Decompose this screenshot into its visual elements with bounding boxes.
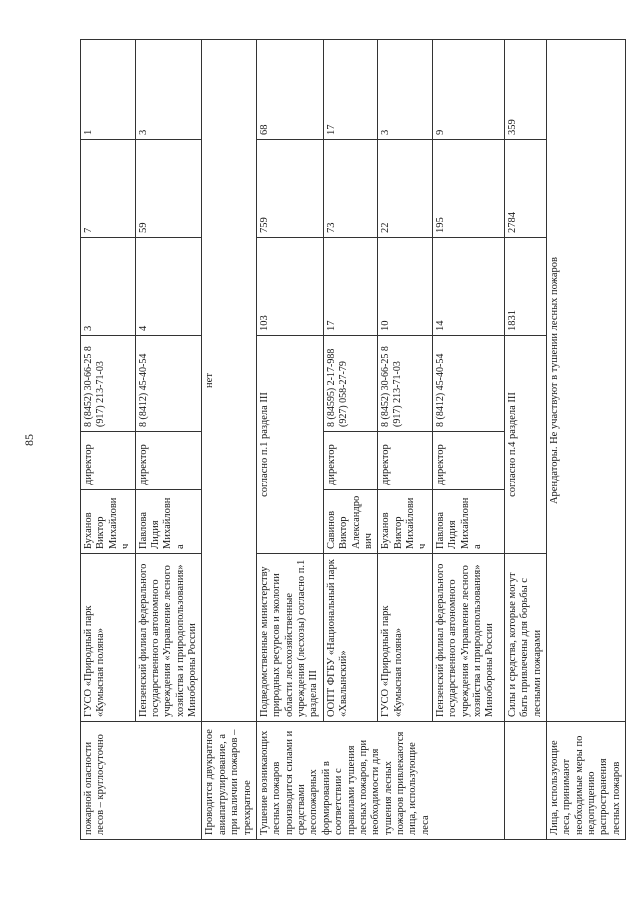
page-number: 85 bbox=[22, 434, 36, 446]
cell-merged: согласно п.1 раздела III bbox=[256, 336, 323, 554]
cell-person: Савинов Виктор Александрович bbox=[323, 490, 378, 554]
cell-value: 195 bbox=[432, 140, 504, 238]
cell-person: Павлова Лидия Михайловна bbox=[432, 490, 504, 554]
fire-forces-table bbox=[80, 39, 626, 840]
cell-merged: нет bbox=[202, 40, 257, 722]
cell-person: Павлова Лидия Михайловна bbox=[135, 490, 202, 554]
cell-person: Буханов Виктор Михайлович bbox=[378, 490, 433, 554]
cell-activity: Тушение возникающих лесных пожаров производится силами и средствами лесопожарных формирований в соответствии с правилами тушения лесных пожаров, при необходимости для тушения лесных пожаров привлекаются лица, использующие леса bbox=[256, 722, 504, 840]
cell-value: 103 bbox=[256, 238, 323, 336]
cell-value: 4 bbox=[135, 238, 202, 336]
table-row bbox=[504, 40, 546, 840]
cell-value: 3 bbox=[135, 40, 202, 140]
cell-activity: пожарной опасности лесов – круглосуточно bbox=[81, 722, 202, 840]
cell-phone: 8 (8452) 30-66-25 8 (917) 213-71-03 bbox=[378, 336, 433, 432]
cell-person: Буханов Виктор Михайлович bbox=[81, 490, 136, 554]
cell-activity: Лица, использующие леса, принимают необходимые меры по недопущению распространения лесных пожаров bbox=[546, 722, 625, 840]
cell-value: 3 bbox=[378, 40, 433, 140]
cell-value: 73 bbox=[323, 140, 378, 238]
table-row bbox=[546, 40, 625, 840]
cell-merged: согласно п.4 раздела III bbox=[504, 336, 546, 554]
table-row bbox=[81, 40, 136, 840]
cell-value: 22 bbox=[378, 140, 433, 238]
cell-value: 1 bbox=[81, 40, 136, 140]
table-row bbox=[256, 40, 323, 840]
cell-value: 2784 bbox=[504, 140, 546, 238]
cell-value: 68 bbox=[256, 40, 323, 140]
table-row bbox=[323, 40, 378, 840]
cell-position: директор bbox=[81, 432, 136, 490]
cell-phone: 8 (84595) 2-17-988 (927) 058-27-79 bbox=[323, 336, 378, 432]
cell-value: 1831 bbox=[504, 238, 546, 336]
cell-position: директор bbox=[378, 432, 433, 490]
cell-value: 759 bbox=[256, 140, 323, 238]
cell-position: директор bbox=[135, 432, 202, 490]
cell-organization: Пензенский филиал федерального государственного автономного учреждения «Управление лесного хозяйства и природопользования» Минобороны России bbox=[432, 554, 504, 722]
cell-organization: ООПТ ФГБУ «Национальный парк «Хвалынский» bbox=[323, 554, 378, 722]
table-row bbox=[432, 40, 504, 840]
cell-phone: 8 (8412) 45-40-54 bbox=[135, 336, 202, 432]
cell-value: 9 bbox=[432, 40, 504, 140]
table-row bbox=[135, 40, 202, 840]
cell-organization: ГУСО «Природный парк «Кумысная поляна» bbox=[81, 554, 136, 722]
cell-position: директор bbox=[432, 432, 504, 490]
cell-organization: Силы и средства, которые могут быть привлечены для борьбы с лесными пожарами bbox=[504, 554, 546, 722]
cell-value: 3 bbox=[81, 238, 136, 336]
table-row bbox=[378, 40, 433, 840]
table-row bbox=[202, 40, 257, 840]
cell-value: 10 bbox=[378, 238, 433, 336]
cell-value: 14 bbox=[432, 238, 504, 336]
cell-position: директор bbox=[323, 432, 378, 490]
cell-phone: 8 (8452) 30-66-25 8 (917) 213-71-03 bbox=[81, 336, 136, 432]
cell-value: 59 bbox=[135, 140, 202, 238]
rotated-table-container bbox=[80, 40, 622, 840]
cell-activity: Проводится двукратное авиапатрулирование, а при наличии пожаров – трехкратное bbox=[202, 722, 257, 840]
cell-value: 17 bbox=[323, 40, 378, 140]
cell-organization: Подведомственные министерству природных ресурсов и экологии области лесохозяйственные учреждения (лесхозы) согласно п.1 раздела III bbox=[256, 554, 323, 722]
cell-value: 17 bbox=[323, 238, 378, 336]
cell-value: 7 bbox=[81, 140, 136, 238]
cell-organization: Пензенский филиал федерального государственного автономного учреждения «Управление лесного хозяйства и природопользования» Минобороны России bbox=[135, 554, 202, 722]
cell-organization: ГУСО «Природный парк «Кумысная поляна» bbox=[378, 554, 433, 722]
cell-phone: 8 (8412) 45-40-54 bbox=[432, 336, 504, 432]
cell-activity bbox=[504, 722, 546, 840]
cell-value: 359 bbox=[504, 40, 546, 140]
cell-merged: Арендаторы. Не участвуют в тушении лесных пожаров bbox=[546, 40, 625, 722]
